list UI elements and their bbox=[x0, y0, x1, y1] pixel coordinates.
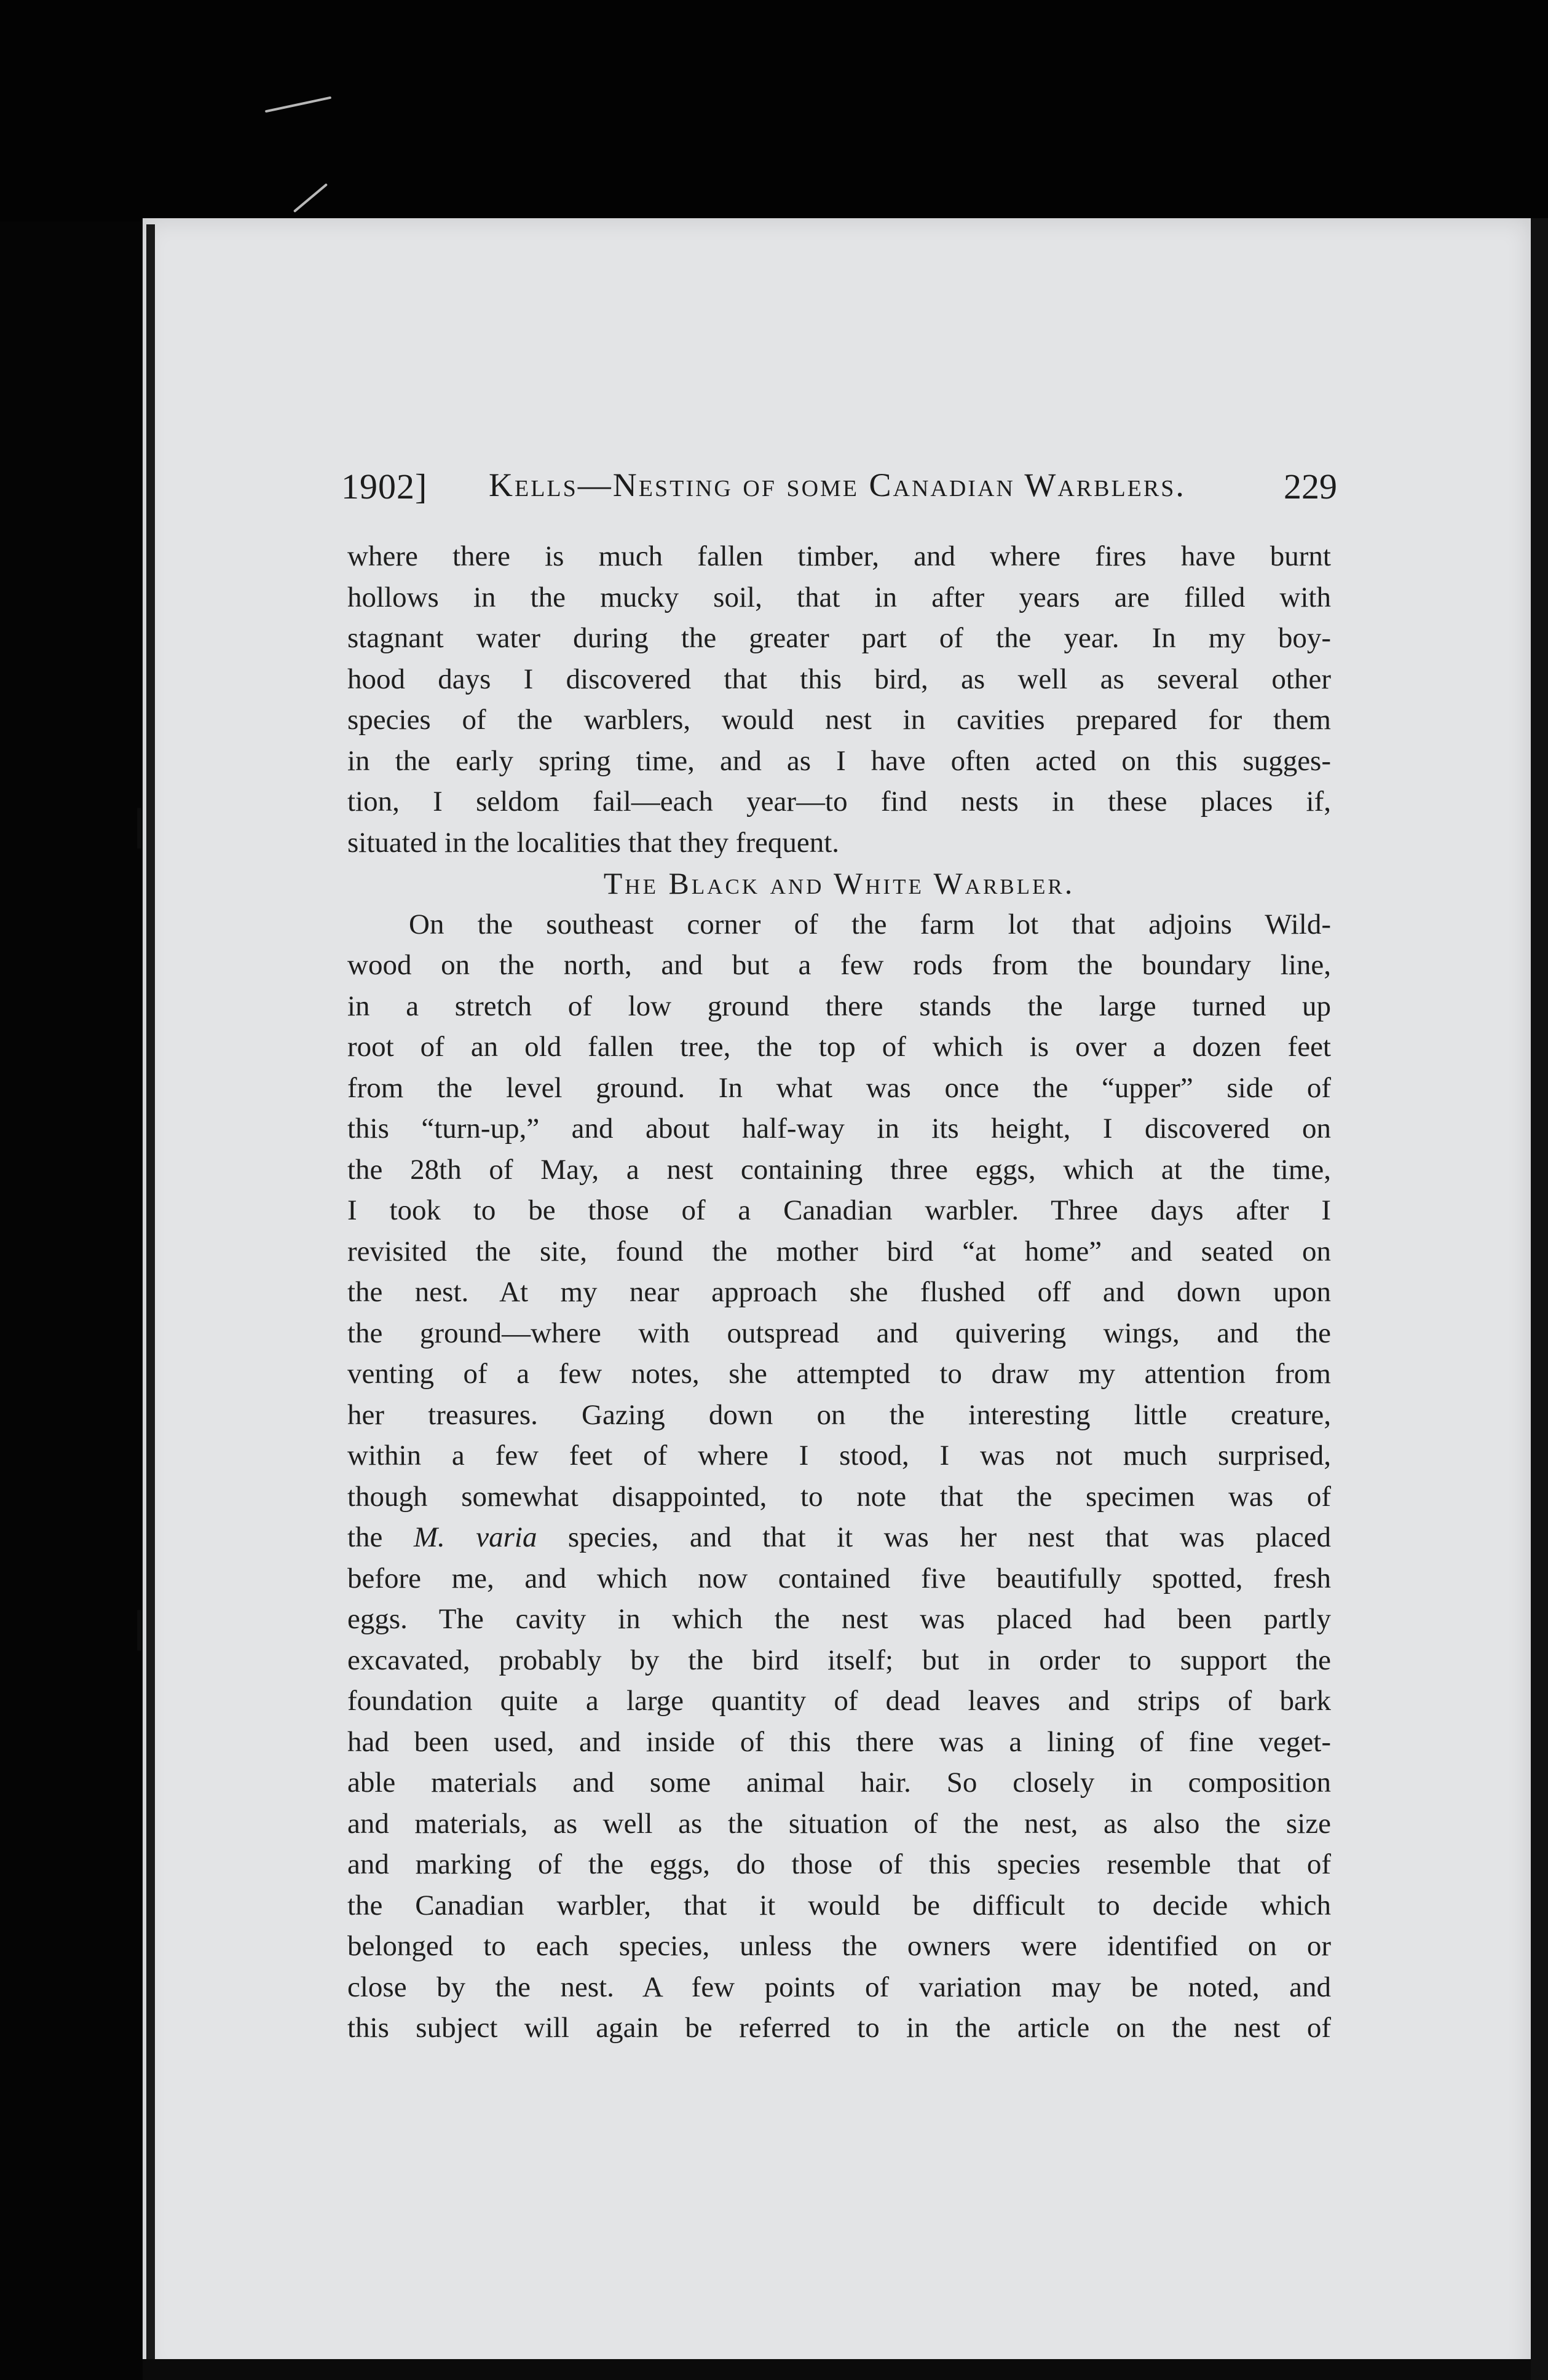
text-line: tion, I seldom fail—each year—to find nests in these places if, bbox=[347, 786, 1331, 818]
text-line: where there is much fallen timber, and where fires have burnt bbox=[347, 540, 1331, 572]
text-line: On the southeast corner of the farm lot that adjoins Wild- bbox=[409, 908, 1331, 940]
text-line: stagnant water during the greater part of the year. In my boy- bbox=[347, 622, 1331, 654]
text-line: root of an old fallen tree, the top of which is over a dozen feet bbox=[347, 1031, 1331, 1063]
text-line: venting of a few notes, she attempted to draw my attention from bbox=[347, 1358, 1331, 1390]
text-line: before me, and which now contained five beautifully spotted, fresh bbox=[347, 1562, 1331, 1594]
text-line: foundation quite a large quantity of dead leaves and strips of bark bbox=[347, 1685, 1331, 1717]
text-line: the Canadian warbler, that it would be difficult to decide which bbox=[347, 1889, 1331, 1921]
text-line: belonged to each species, unless the owners were identified on or bbox=[347, 1930, 1331, 1962]
text-line: from the level ground. In what was once the “upper” side of bbox=[347, 1071, 1331, 1104]
text-line: able materials and some animal hair. So closely in composition bbox=[347, 1767, 1331, 1799]
text-line: in a stretch of low ground there stands the large turned up bbox=[347, 990, 1331, 1022]
page-number: 229 bbox=[1284, 467, 1337, 506]
text-line: eggs. The cavity in which the nest was placed had been partly bbox=[347, 1603, 1331, 1635]
text-line: this “turn-up,” and about half-way in its height, I discovered on bbox=[347, 1113, 1331, 1145]
species-prefix: the bbox=[347, 1521, 414, 1553]
text-line: in the early spring time, and as I have often acted on this sugges- bbox=[347, 744, 1331, 777]
species-name: M. varia bbox=[413, 1521, 537, 1553]
text-line: and materials, as well as the situation of the nest, as also the size bbox=[347, 1807, 1331, 1840]
header-title: Kells—Nesting of some Canadian Warblers. bbox=[489, 467, 1186, 503]
text-line: situated in the localities that they frequent. bbox=[347, 826, 840, 859]
text-line: this subject will again be referred to in the article on the nest of bbox=[347, 2012, 1331, 2044]
page-gutter-line bbox=[146, 224, 155, 2363]
text-line: the nest. At my near approach she flushed off and down upon bbox=[347, 1276, 1331, 1308]
scan-right-border bbox=[1531, 218, 1548, 2380]
text-line: excavated, probably by the bird itself; but in order to support the bbox=[347, 1644, 1331, 1676]
species-suffix: species, and that it was her nest that was placed bbox=[537, 1521, 1332, 1553]
text-line: species of the warblers, would nest in cavities prepared for them bbox=[347, 704, 1331, 736]
text-line: her treasures. Gazing down on the interesting little creature, bbox=[347, 1398, 1331, 1431]
header-year: 1902] bbox=[341, 467, 428, 506]
text-line-species bbox=[347, 1517, 1331, 1558]
text-line: hollows in the mucky soil, that in after years are filled with bbox=[347, 581, 1331, 613]
margin-mark: ❘ bbox=[123, 802, 156, 848]
text-line: close by the nest. A few points of variation may be noted, and bbox=[347, 1971, 1331, 2003]
scan-top-border bbox=[0, 0, 1548, 221]
section-heading: The Black and White Warbler. bbox=[603, 866, 1075, 900]
text-line: the 28th of May, a nest containing three eggs, which at the time, bbox=[347, 1153, 1331, 1186]
body-text bbox=[347, 536, 1331, 2049]
margin-mark: ❘ bbox=[123, 1604, 156, 1650]
text-line: hood days I discovered that this bird, as well as several other bbox=[347, 663, 1331, 695]
scan-bottom-border bbox=[143, 2359, 1531, 2380]
text-line: revisited the site, found the mother bird “at home” and seated on bbox=[347, 1235, 1331, 1267]
text-line: within a few feet of where I stood, I was not much surprised, bbox=[347, 1440, 1331, 1472]
text-line: had been used, and inside of this there was a lining of fine veget- bbox=[347, 1725, 1331, 1758]
text-line: the ground—where with outspread and quivering wings, and the bbox=[347, 1317, 1331, 1349]
text-line: though somewhat disappointed, to note that the specimen was of bbox=[347, 1480, 1331, 1513]
running-header bbox=[341, 466, 1337, 521]
text-line: and marking of the eggs, do those of this species resemble that of bbox=[347, 1848, 1331, 1880]
text-line: wood on the north, and but a few rods from the boundary line, bbox=[347, 949, 1331, 981]
text-line: I took to be those of a Canadian warbler. Three days after I bbox=[347, 1194, 1331, 1226]
